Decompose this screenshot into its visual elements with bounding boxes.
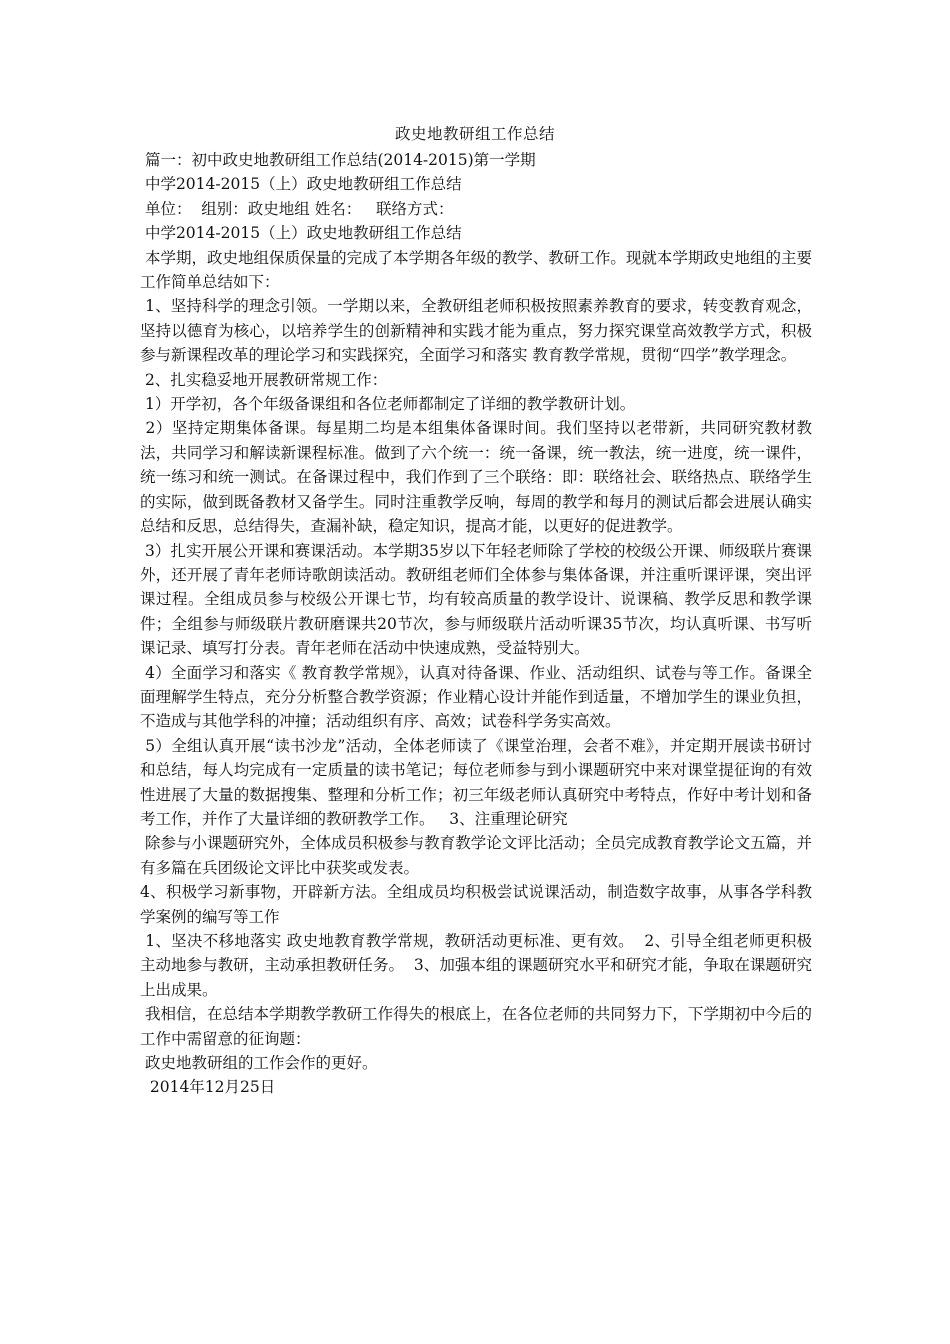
paragraph-item-2-5: 5）全组认真开展“读书沙龙”活动，全体老师读了《课堂治理，会者不难》，并定期开展读书研讨和总结，每人均完成有一定质量的读书笔记；每位老师参与到小课题研究中来对课堂提征询的有效性进展了大量的数据搜集、整理和分析工作；初三年级老师认真研究中考特点，作好中考计划和备考工作，并作了大量详细的教研教学工作。 3、注重理论研究: [140, 736, 812, 828]
paragraph-article-heading: 篇一：初中政史地教研组工作总结(2014-2015)第一学期: [140, 151, 536, 169]
paragraph-intro: 本学期，政史地组保质保量的完成了本学期各年级的教学、教研工作。现就本学期政史地组的主要工作简单总结如下：: [140, 248, 812, 292]
paragraph-item-4: 4、积极学习新事物，开辟新方法。全组成员均积极尝试说课活动，制造数字故事，从事各学科教学案例的编写等工作: [140, 883, 812, 926]
paragraph-item-2-4: 4）全面学习和落实《 教育教学常规》，认真对待备课、作业、活动组织、试卷与等工作。备课全面理解学生特点，充分分析整合教学资源；作业精心设计并能作到适量，不增加学生的课业负担，不造成与其他学科的冲撞；活动组织有序、高效；试卷科学务实高效。: [140, 663, 812, 731]
paragraph-conclusion: 我相信，在总结本学期教学教研工作得失的根底上，在各位老师的共同努力下，下学期初中今后的工作中需留意的征询题：: [140, 1005, 812, 1048]
paragraph-closing: 政史地教研组的工作会作的更好。: [140, 1054, 378, 1073]
paragraph-item-2-3: 3）扎实开展公开课和赛课活动。本学期35岁以下年轻老师除了学校的校级公开课、师级联片赛课外，还开展了青年老师诗歌朗读活动。教研组老师们全体参与集体备课，并注重听课评课，突出评课过程。全组成员参与校级公开课七节，均有较高质量的教学设计、说课稿、教学反思和教学课件；全组参与师级联片教研磨课共20节次，参与师级联片活动听课35节次，均认真听课、书写听课记录、填写打分表。青年老师在活动中快速成熟，受益特别大。: [140, 541, 812, 658]
paragraph-subtitle: 中学2014-2015（上）政史地教研组工作总结: [140, 175, 462, 194]
paragraph-plans: 1、坚决不移地落实 政史地教育教学常规，教研活动更标准、更有效。 2、引导全组老师更积极主动地参与教研，主动承担教研任务。 3、加强本组的课题研究水平和研究才能，争取在课题研究上出成果。: [140, 932, 812, 999]
document-body: [140, 148, 812, 1100]
document-title: 政史地教研组工作总结: [394, 125, 555, 143]
paragraph-item-2-1: 1）开学初，各个年级备课组和各位老师都制定了详细的教学教研计划。: [140, 395, 636, 414]
paragraph-item-1: 1、坚持科学的理念引领。一学期以来，全教研组老师积极按照素养教育的要求，转变教育观念，坚持以德育为核心，以培养学生的创新精神和实践才能为重点，努力探究课堂高效教学方式，积极参与新课程改革的理论学习和实践探究，全面学习和落实 教育教学常规，贯彻“四学”教学理念。: [140, 297, 812, 365]
paragraph-item-2: 2、扎实稳妥地开展教研常规工作：: [140, 370, 388, 389]
paragraph-date: 2014年12月25日: [140, 1078, 276, 1097]
paragraph-unit-info: 单位： 组别：政史地组 姓名： 联络方式：: [140, 199, 454, 218]
paragraph-item-2-2: 2）坚持定期集体备课。每星期二均是本组集体备课时间。我们坚持以老带新，共同研究教材教法，共同学习和解读新课程标准。做到了六个统一：统一备课，统一教法，统一进度，统一课件，统一练习和统一测试。在备课过程中，我们作到了三个联络：即：联络社会、联络热点、联络学生的实际，做到既备教材又备学生。同时注重教学反响，每周的教学和每月的测试后都会进展认确实总结和反思，总结得失，查漏补缺，稳定知识，提高才能，以更好的促进教学。: [140, 419, 812, 536]
paragraph-subtitle-repeat: 中学2014-2015（上）政史地教研组工作总结: [140, 224, 462, 243]
paragraph-item-3-body: 除参与小课题研究外，全体成员积极参与教育教学论文评比活动；全员完成教育教学论文五篇，并有多篇在兵团级论文评比中获奖或发表。: [140, 834, 812, 877]
